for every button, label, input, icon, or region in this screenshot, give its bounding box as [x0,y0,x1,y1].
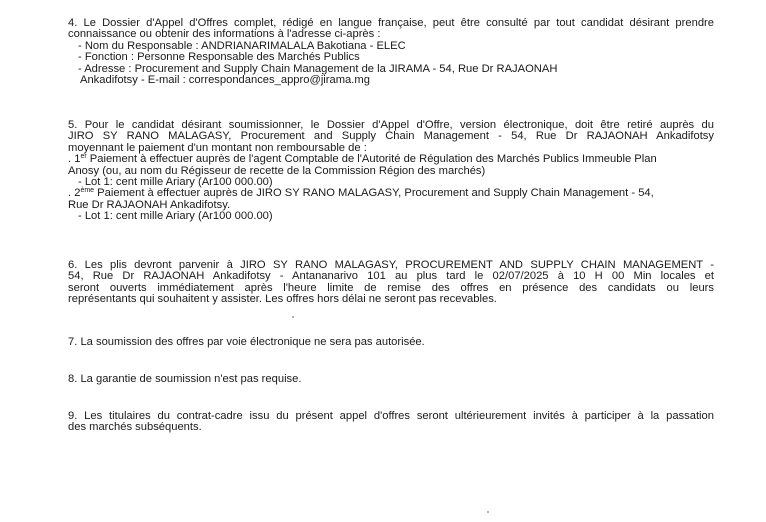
responsable-email-line: Ankadifotsy - E-mail : correspondances_appro@jirama.mg [80,74,370,87]
first-payment-lot-1: - Lot 1: cent mille Ariary (Ar100 000.00) [78,176,273,189]
paragraph-6-line-2: 54, Rue Dr RAJAONAH Ankadifotsy - Antananarivo 101 au plus tard le 02/07/2025 à 10 H 00 Min locales et [68,270,714,283]
second-payment-lot-1: - Lot 1: cent mille Ariary (Ar100 000.00) [78,210,273,223]
paragraph-5-dossier-retrait [68,120,714,223]
responsable-name: - Nom du Responsable : ANDRIANARIMALALA Bakotiana - ELEC [78,39,406,52]
second-payment-text: Paiement à effectuer auprès de JIRO SY RANO MALAGASY, Procurement and Supply Chain Management - 54, [94,187,654,200]
paragraph-6-line-1: 6. Les plis devront parvenir à JIRO SY RANO MALAGASY, PROCUREMENT AND SUPPLY CHAIN MANAGEMENT - [68,259,714,271]
paragraph-8-guarantee [68,374,714,385]
first-payment-prefix: . 1 [68,153,81,166]
paragraph-5-line-3: moyennant le paiement d'un montant non remboursable de : [68,141,367,154]
first-payment-text: Paiement à effectuer auprès de l'agent Comptable de l'Autorité de Régulation des Marchés Publics Immeuble Plan [86,153,657,166]
paragraph-4-line-1: 4. Le Dossier d'Appel d'Offres complet, rédigé en langue française, peut être consulté par tout candidat désirant prendre [68,17,714,29]
paragraph-7-electronic-submission [68,337,714,348]
paragraph-4-dossier-consultation [68,18,714,86]
paragraph-6-line-3: seront ouverts immédiatement après l'heure limite de remise des offres en présence des candidats ou leurs [68,281,714,294]
scan-speck [487,511,489,513]
paragraph-7-line-1: 7. La soumission des offres par voie électronique ne sera pas autorisée. [68,336,425,348]
scan-speck [292,316,294,318]
first-payment-continuation: Anosy (ou, au nom du Régisseur de recette de la Commission Région des marchés) [68,164,486,177]
second-payment-superscript: ème [80,187,95,195]
first-payment-line [68,154,714,165]
paragraph-5-line-1: 5. Pour le candidat désirant soumissionner, le Dossier d'Appel d'Offre, version électronique, doit être retiré auprès du [68,119,714,131]
paragraph-9-line-1: 9. Les titulaires du contrat-cadre issu du présent appel d'offres seront ultérieurement invités à participer à la passation [68,410,714,422]
second-payment-continuation: Rue Dr RAJAONAH Ankadifotsy. [68,198,231,211]
paragraph-9-line-2: des marchés subséquents. [68,421,202,434]
paragraph-6-plis-submission [68,260,714,306]
paragraph-6-line-4: représentants qui souhaitent y assister. Les offres hors délai ne seront pas recevables. [68,293,497,306]
paragraph-8-line-1: 8. La garantie de soumission n'est pas requise. [68,373,302,385]
first-payment-superscript: er [80,153,87,161]
paragraph-4-line-2: connaissance ou obtenir des informations à l'adresse ci-après : [68,28,381,41]
responsable-function: - Fonction : Personne Responsable des Marchés Publics [78,51,360,64]
paragraph-9-framework-contract [68,411,714,434]
responsable-address: - Adresse : Procurement and Supply Chain Management de la JIRAMA - 54, Rue Dr RAJAONAH [78,62,558,75]
paragraph-5-line-2: JIRO SY RANO MALAGASY, Procurement and Supply Chain Management - 54, Rue Dr RAJAONAH Ankadifotsy [68,130,714,143]
second-payment-prefix: . 2 [68,187,81,200]
